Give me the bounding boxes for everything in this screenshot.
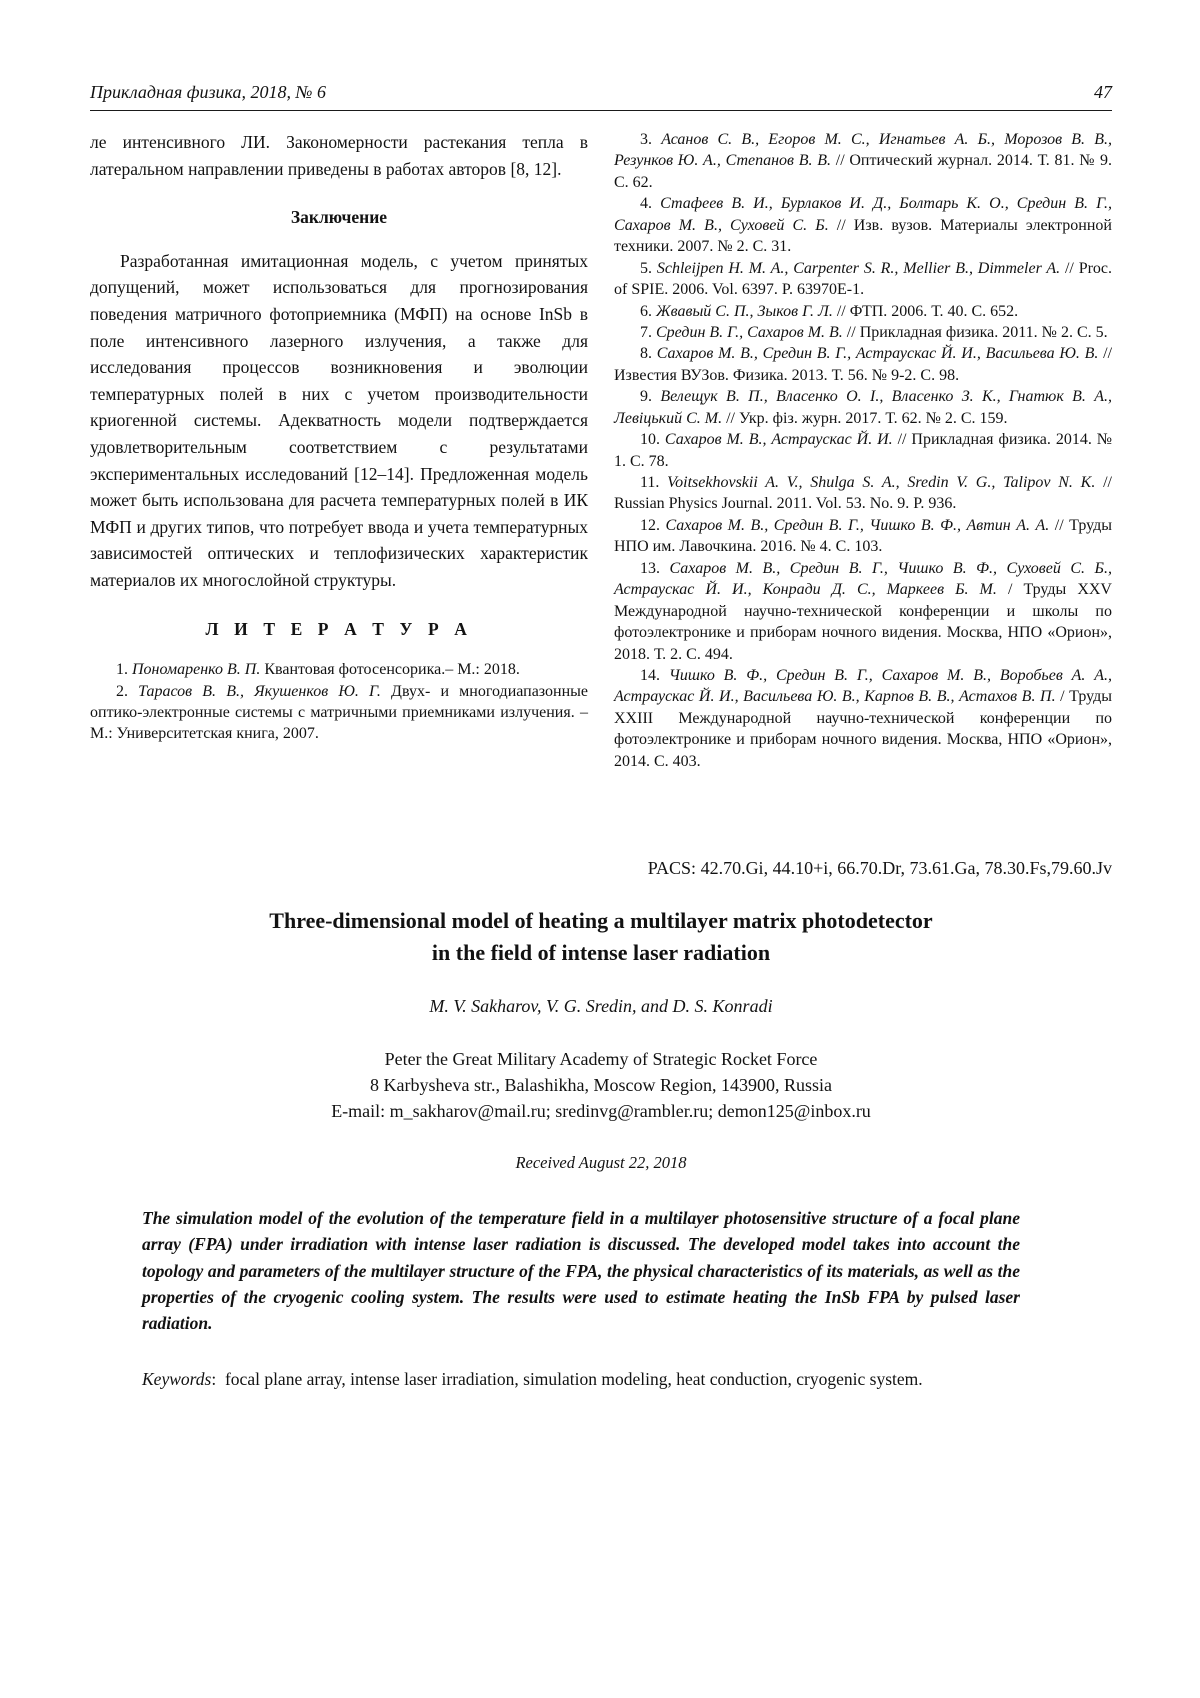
reference-source: // Proc. of SPIE. 2006. Vol. 6397. P. 63970E-1.: [614, 259, 1113, 299]
reference-number: 9.: [640, 388, 661, 406]
reference-item: [614, 515, 1112, 558]
page-number: 47: [1094, 82, 1112, 102]
left-column: [90, 129, 588, 772]
abstract-paragraph: The simulation model of the evolution of the temperature field in a multilayer photosensitive structure of a focal plane array (FPA) under irradiation with intense laser radiation is discussed. The developed model takes into account the topology and parameters of the multilayer structure of the FPA, the physical characteristics of its materials, as well as the properties of the cryogenic cooling system. The results were used to estimate heating the InSb FPA by pulsed laser radiation.: [142, 1208, 1020, 1334]
pacs-line: PACS: 42.70.Gi, 44.10+i, 66.70.Dr, 73.61.Ga, 78.30.Fs,79.60.Jv: [647, 858, 1112, 879]
affiliation-address: 8 Karbysheva str., Balashikha, Moscow Region, 143900, Russia: [370, 1075, 832, 1095]
reference-source: / Труды XXV Международной научно-технической конференции и школы по фотоэлектронике и приборам ночного видения. Москва, НПО «Орион», 2018. Т. 2. С. 494.: [614, 581, 1112, 663]
reference-number: 2.: [116, 682, 139, 700]
reference-authors: Сахаров М. В., Астраускас Й. И.: [664, 431, 893, 449]
reference-number: 1.: [116, 661, 132, 679]
reference-source: // Оптический журнал. 2014. Т. 81. № 9. С. 62.: [614, 152, 1112, 191]
reference-authors: Средин В. Г., Сахаров М. В.: [656, 323, 843, 341]
reference-authors: Сахаров М. В., Средин В. Г., Чишко В. Ф., Автин А. А.: [665, 516, 1050, 534]
received-date: Received August 22, 2018: [515, 1153, 687, 1173]
reference-source: // Труды НПО им. Лавочкина. 2016. № 4. С. 103.: [614, 516, 1113, 556]
reference-authors: Стафеев В. И., Бурлаков И. Д., Болтарь К. О., Средин В. Г., Сахаров М. В., Суховей С. Б.: [614, 195, 1113, 234]
reference-number: 14.: [640, 666, 669, 684]
article-title: [90, 905, 1112, 969]
two-column-body: [90, 129, 1112, 772]
article-title-line-1: Three-dimensional model of heating a multilayer matrix photodetector: [269, 908, 933, 934]
reference-source: Двух- и многодиапазонные оптико-электронные системы с матричными приемниками излучения. – М.: Университетская книга, 2007.: [90, 682, 589, 743]
reference-number: 12.: [640, 516, 666, 534]
reference-item: [614, 386, 1112, 429]
conclusion-paragraph: Разработанная имитационная модель, с учетом принятых допущений, может использоваться для прогнозирования поведения матричного фотоприемника (МФП) на основе InSb в поле интенсивного лазерного излучения, а также для исследования процессов возникновения и эволюции температурных полей в них с учетом производительности криогенной системы. Адекватность модели подтверждается удовлетворительным соответствием с результатами экспериментальных исследований [12–14]. Предложенная модель может быть использована для расчета температурных полей в ИК МФП и других типов, что потребует ввода и учета температурных зависимостей оптических и теплофизических характеристик материалов их многослойной структуры.: [90, 250, 588, 590]
keywords-label: Keywords: [142, 1369, 212, 1390]
reference-authors: Велещук В. П., Власенко О. І., Власенко З. К., Гнатюк В. А., Левіцький С. М.: [614, 388, 1113, 427]
article-title-line-2: in the field of intense laser radiation: [431, 940, 771, 966]
reference-authors: Пономаренко В. П.: [132, 661, 261, 679]
continued-paragraph: ле интенсивного ЛИ. Закономерности растекания тепла в латеральном направлении приведены в работах авторов [8, 12].: [90, 132, 588, 179]
reference-number: 13.: [640, 559, 670, 577]
page-header: [90, 82, 1112, 110]
reference-source: // ФТП. 2006. Т. 40. С. 652.: [832, 302, 1019, 320]
reference-item: [614, 301, 1112, 322]
keywords-text: : focal plane array, intense laser irradiation, simulation modeling, heat conduction, cryogenic system.: [211, 1369, 923, 1390]
reference-number: 4.: [640, 195, 661, 213]
reference-authors: Voitsekhovskii A. V., Shulga S. A., Sredin V. G., Talipov N. K.: [667, 474, 1096, 491]
reference-number: 8.: [640, 345, 657, 363]
reference-source: / Труды XXIII Международной научно-технической конференции по фотоэлектронике и приборам ночного видения. Москва, НПО «Орион», 2014. С. 403.: [614, 688, 1113, 770]
reference-source: // Прикладная физика. 2011. № 2. С. 5.: [842, 323, 1108, 341]
keywords-line: [142, 1366, 1020, 1392]
reference-authors: Сахаров М. В., Средин В. Г., Чишко В. Ф., Суховей С. Б., Астраускас Й. И., Конради Д. С., Маркеев Б. М.: [614, 559, 1112, 599]
affiliation-block: [90, 1046, 1112, 1124]
reference-item: [614, 129, 1112, 193]
reference-item: [614, 558, 1112, 665]
affiliation-email: E-mail: m_sakharov@mail.ru; sredinvg@rambler.ru; demon125@inbox.ru: [331, 1101, 871, 1122]
reference-item: [614, 343, 1112, 386]
reference-source: Квантовая фотосенсорика.– М.: 2018.: [260, 661, 520, 679]
conclusion-heading: Заключение: [290, 207, 388, 228]
header-rule: [90, 110, 1112, 111]
reference-authors: Асанов С. В., Егоров М. С., Игнатьев А. Б., Морозов В. В., Резунков Ю. А., Степанов В. В.: [614, 131, 1112, 170]
reference-authors: Чишко В. Ф., Средин В. Г., Сахаров М. В., Воробьев А. А., Астраускас Й. И., Васильева Ю. В., Карпов В. В., Астахов В. П.: [614, 666, 1112, 706]
reference-number: 3.: [640, 131, 662, 148]
journal-title: Прикладная физика, 2018, № 6: [90, 82, 326, 102]
reference-source: // Известия ВУЗов. Физика. 2013. Т. 56. № 9-2. С. 98.: [614, 345, 1113, 384]
reference-item: [614, 193, 1112, 257]
article-authors: M. V. Sakharov, V. G. Sredin, and D. S. Konradi: [429, 995, 773, 1016]
reference-item: [90, 681, 588, 745]
reference-authors: Сахаров М. В., Средин В. Г., Астраускас Й. И., Васильева Ю. В.: [656, 345, 1099, 363]
reference-authors: Жвавый С. П., Зыков Г. Л.: [656, 302, 833, 320]
reference-number: 7.: [640, 323, 656, 341]
reference-authors: Schleijpen H. M. A., Carpenter S. R., Mellier B., Dimmeler A.: [656, 259, 1061, 277]
next-article-header: [90, 858, 1112, 1393]
reference-number: 6.: [640, 302, 656, 320]
right-column: [614, 129, 1112, 772]
reference-source: // Изв. вузов. Материалы электронной техники. 2007. № 2. С. 31.: [614, 216, 1112, 256]
reference-item: [614, 429, 1112, 472]
reference-number: 11.: [640, 474, 668, 491]
reference-item: [614, 665, 1112, 772]
reference-item: [614, 472, 1112, 515]
reference-source: // Russian Physics Journal. 2011. Vol. 53. No. 9. P. 936.: [614, 474, 1112, 513]
affiliation-institution: Peter the Great Military Academy of Strategic Rocket Force: [384, 1048, 818, 1069]
reference-item: [614, 322, 1112, 343]
reference-number: 10.: [640, 431, 665, 449]
reference-source: // Прикладная физика. 2014. № 1. С. 78.: [614, 431, 1112, 470]
literature-heading: Л И Т Е Р А Т У Р А: [205, 618, 473, 639]
reference-item: [614, 258, 1112, 301]
reference-authors: Тарасов В. В., Якушенков Ю. Г.: [138, 682, 381, 700]
reference-source: // Укр. фіз. журн. 2017. Т. 62. № 2. С. 159.: [722, 409, 1008, 427]
reference-number: 5.: [640, 259, 657, 277]
reference-item: [90, 659, 588, 680]
